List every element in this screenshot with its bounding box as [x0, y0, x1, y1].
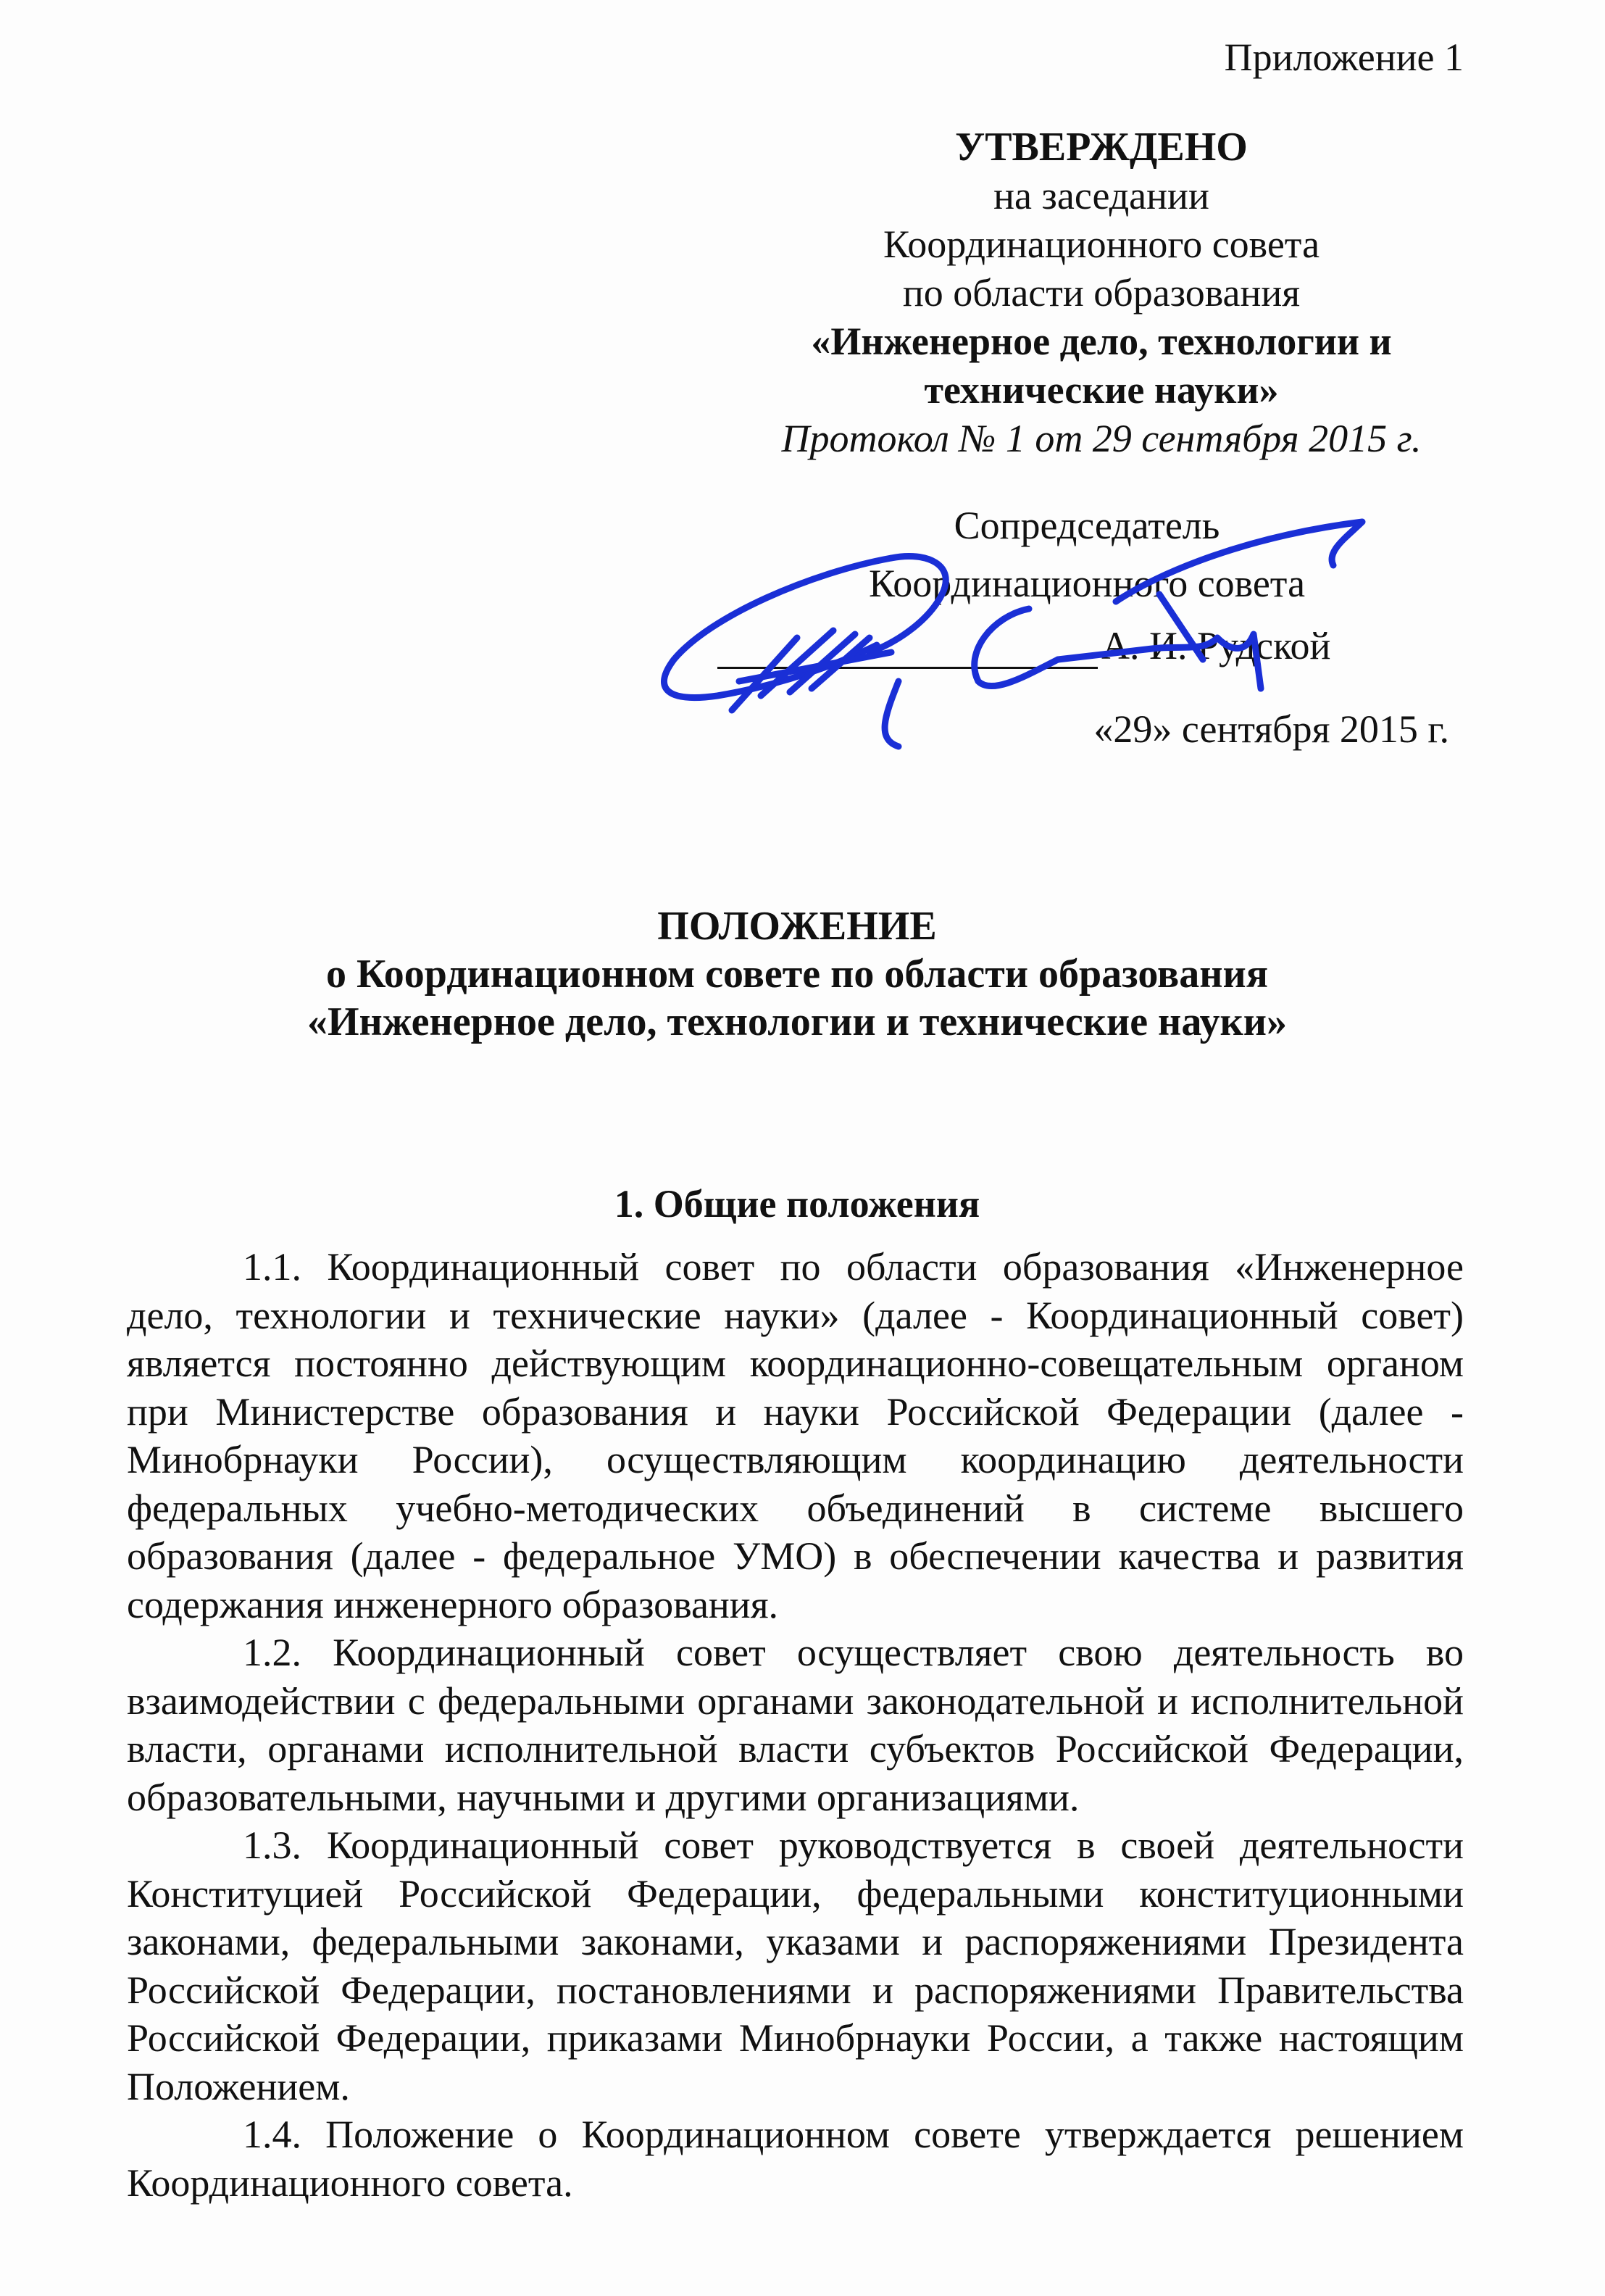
paragraph-1-1: 1.1. Координационный совет по области образования «Инженерное дело, технологии и технические науки» (далее - Координационный совет) является постоянно действующим координационно-совещательным органом при Министерстве образования и науки Российской Федерации (далее - Минобрнауки России), осуществляющим координацию деятельности федеральных учебно-методических объединений в системе высшего образования (далее - федеральное УМО) в обеспечении качества и развития содержания инженерного образования.	[127, 1245, 1464, 1626]
signature-stroke	[885, 681, 899, 746]
protocol-reference: Протокол № 1 от 29 сентября 2015 г.	[781, 417, 1422, 460]
document-title-main: ПОЛОЖЕНИЕ	[657, 904, 937, 949]
signature-line	[717, 667, 1098, 669]
signature-date: «29» сентября 2015 г.	[1093, 707, 1449, 751]
signer-position	[761, 496, 1413, 612]
paragraph-1-4: 1.4. Положение о Координационном совете утверждается решением Координационного совета.	[127, 2113, 1464, 2205]
approval-line: на заседании	[993, 174, 1209, 217]
section-heading: 1. Общие положения	[614, 1182, 980, 1226]
approval-block	[725, 123, 1478, 463]
approval-line: по области образования	[902, 271, 1301, 315]
document-title-subtitle: о Координационном совете по области образования	[325, 952, 1269, 997]
signature-row	[688, 623, 1413, 674]
approval-council-name: «Инженерное дело, технологии и	[811, 320, 1392, 363]
section-body	[127, 1243, 1464, 2207]
paragraph-1-3: 1.3. Координационный совет руководствуется в своей деятельности Конституцией Российской Федерации, федеральными конституционными законами, федеральными законами, указами и распоряжениями Президента Российской Федерации, постановлениями и распоряжениями Правительства Российской Федерации, приказами Минобрнауки России, а также настоящим Положением.	[127, 1823, 1464, 2108]
document-title-subtitle-cont: «Инженерное дело, технологии и технические науки»	[307, 999, 1288, 1044]
paragraph-1-2: 1.2. Координационный совет осуществляет свою деятельность во взаимодействии с федеральными органами законодательной и исполнительной власти, органами исполнительной власти субъектов Российской Федерации, образовательными, научными и другими организациями.	[127, 1631, 1464, 1819]
document-title	[145, 902, 1449, 1046]
annex-label: Приложение 1	[1224, 36, 1464, 79]
signer-name: А. И. Рудской	[1101, 624, 1331, 667]
approved-heading: УТВЕРЖДЕНО	[955, 125, 1248, 170]
approval-council-name-cont: технические науки»	[924, 368, 1279, 412]
approval-line: Координационного совета	[883, 222, 1320, 266]
signer-position-line: Координационного совета	[868, 562, 1306, 605]
signer-position-line: Сопредседатель	[954, 504, 1220, 547]
